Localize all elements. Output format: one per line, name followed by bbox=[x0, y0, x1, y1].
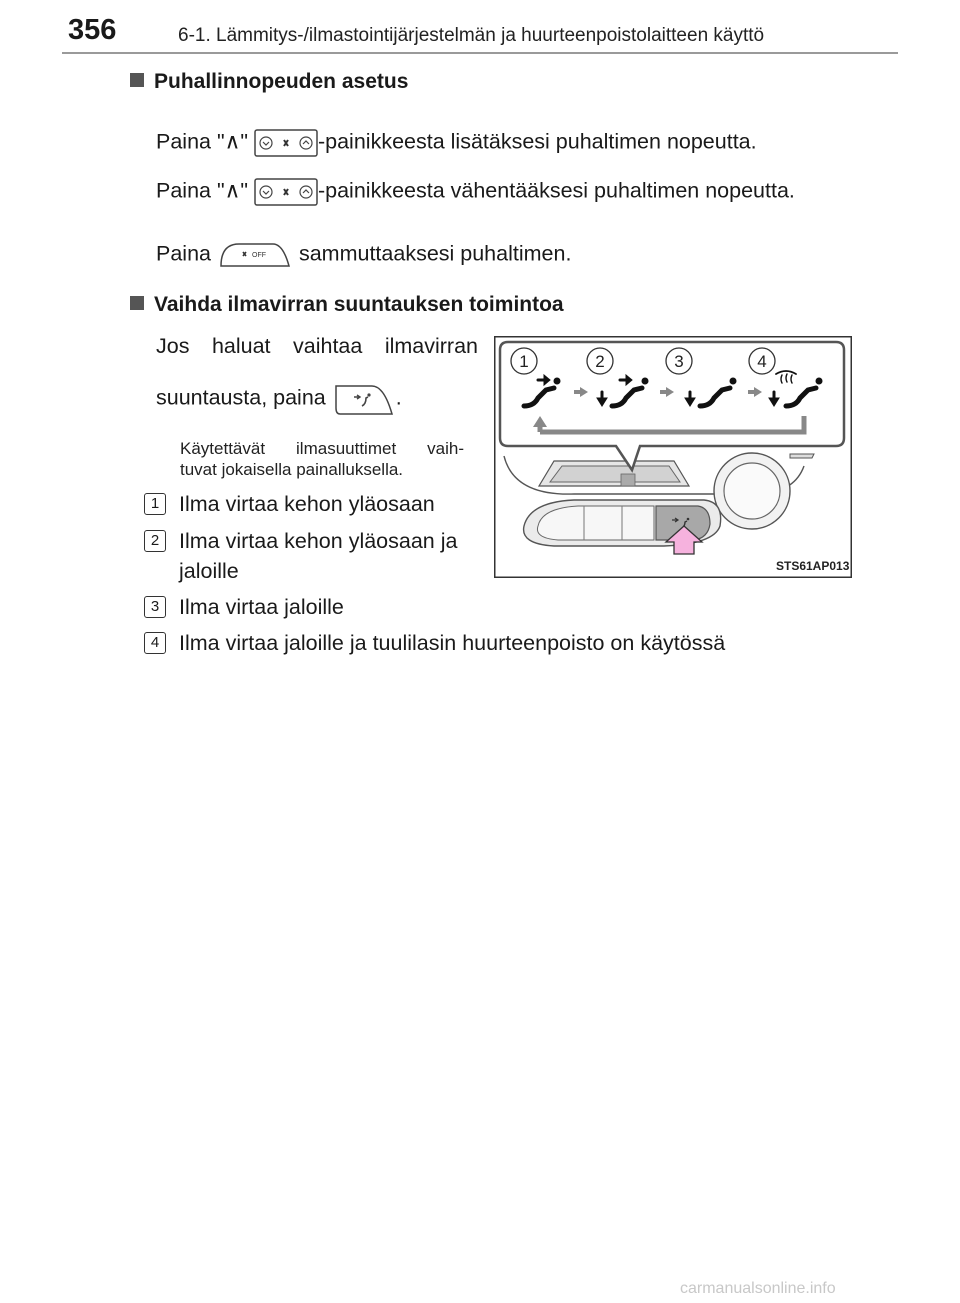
list-item: Ilma virtaa jaloille bbox=[179, 595, 344, 619]
square-bullet-icon bbox=[130, 73, 144, 87]
fan-speed-button-icon bbox=[254, 128, 318, 158]
list-item: Ilma virtaa kehon yläosaan ja bbox=[179, 529, 458, 553]
callout-2: 2 bbox=[595, 352, 605, 371]
header-divider bbox=[62, 52, 898, 54]
section-title-airflow-mode: Vaihda ilmavirran suuntauksen toimintoa bbox=[130, 293, 564, 317]
fan-decrease-instruction: Paina "∧" -painikkeesta vähentääksesi puhaltimen nopeutta. bbox=[156, 177, 795, 207]
list-number-3: 3 bbox=[144, 596, 166, 618]
page-number: 356 bbox=[68, 14, 117, 46]
svg-text:OFF: OFF bbox=[251, 252, 266, 259]
callout-1: 1 bbox=[519, 352, 529, 371]
airflow-mode-button-icon bbox=[332, 380, 396, 418]
fan-speed-button-icon bbox=[254, 177, 318, 207]
section-title-fan-speed: Puhallinnopeuden asetus bbox=[130, 70, 408, 94]
callout-4: 4 bbox=[757, 352, 767, 371]
figure-caption: STS61AP013 bbox=[776, 559, 850, 573]
fan-off-button-icon bbox=[217, 240, 293, 270]
list-item-continuation: jaloille bbox=[179, 559, 239, 583]
list-item: Ilma virtaa jaloille ja tuulilasin huurteenpoisto on käytössä bbox=[179, 631, 726, 655]
fan-off-instruction: Paina OFF sammuttaaksesi puhaltimen. bbox=[156, 240, 571, 270]
airflow-mode-figure bbox=[494, 336, 852, 578]
fan-increase-instruction: Paina "∧" -painikkeesta lisätäksesi puhaltimen nopeutta. bbox=[156, 128, 757, 158]
airflow-note-line1: Käytettävät ilmasuuttimet vaih- bbox=[180, 439, 464, 458]
list-number-2: 2 bbox=[144, 530, 166, 552]
list-number-4: 4 bbox=[144, 632, 166, 654]
airflow-intro-line2: suuntausta, paina . bbox=[156, 380, 402, 418]
airflow-note-line2: tuvat jokaisella painalluksella. bbox=[180, 460, 404, 479]
chapter-title: 6-1. Lämmitys-/ilmastointijärjestelmän ja huurteenpoistolaitteen käyttö bbox=[178, 25, 765, 46]
square-bullet-icon bbox=[130, 296, 144, 310]
list-item: Ilma virtaa kehon yläosaan bbox=[179, 492, 435, 516]
watermark: carmanualsonline.info bbox=[680, 1280, 836, 1297]
airflow-intro-line1: Jos haluat vaihtaa ilmavirran bbox=[156, 334, 478, 358]
callout-3: 3 bbox=[674, 352, 684, 371]
list-number-1: 1 bbox=[144, 493, 166, 515]
